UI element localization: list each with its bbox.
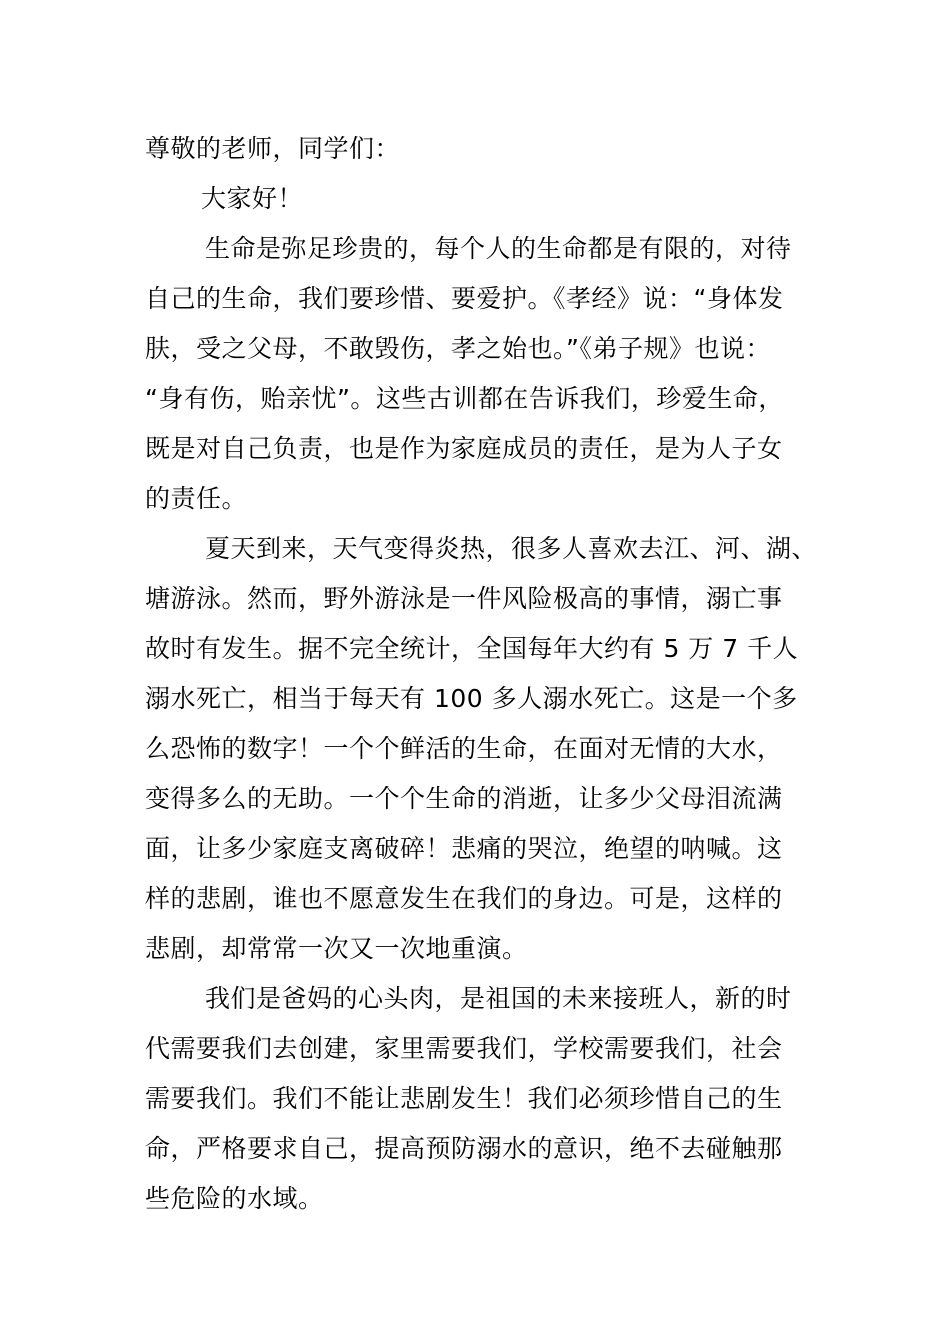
paragraph-1-line-1: 生命是弥足珍贵的，每个人的生命都是有限的，对待 [205,234,792,263]
paragraph-3-line-1: 我们是爸妈的心头肉，是祖国的未来接班人，新的时 [205,984,792,1013]
paragraph-1-line-5: 既是对自己负责，也是作为家庭成员的责任，是为人子女 [145,434,783,463]
paragraph-2-line-9: 悲剧，却常常一次又一次地重演。 [145,934,528,963]
paragraph-3-line-4: 命，严格要求自己，提高预防溺水的意识，绝不去碰触那 [145,1134,783,1163]
paragraph-2-line-5: 么恐怖的数字！一个个鲜活的生命，在面对无情的大水， [145,734,783,763]
paragraph-1-line-6: 的责任。 [145,484,248,513]
paragraph-2-line-3: 故时有发生。据不完全统计，全国每年大约有 5 万 7 千人 [145,634,799,663]
paragraph-2-line-2: 塘游泳。然而，野外游泳是一件风险极高的事情，溺亡事 [145,584,783,613]
paragraph-1-line-3: 肤，受之父母，不敢毁伤，孝之始也。”《弟子规》也说： [145,334,771,363]
paragraph-3-line-3: 需要我们。我们不能让悲剧发生！我们必须珍惜自己的生 [145,1084,783,1113]
paragraph-3-line-5: 些危险的水域。 [145,1184,324,1213]
paragraph-1-line-2: 自己的生命，我们要珍惜、要爱护。《孝经》说：“身体发 [145,284,784,313]
paragraph-1-line-4: “身有伤，贻亲忧”。这些古训都在告诉我们，珍爱生命， [145,384,784,413]
salutation: 尊敬的老师，同学们： [145,134,401,163]
greeting: 大家好！ [201,184,304,213]
paragraph-2-line-4: 溺水死亡，相当于每天有 100 多人溺水死亡。这是一个多 [145,684,798,713]
paragraph-3-line-2: 代需要我们去创建，家里需要我们，学校需要我们，社会 [145,1034,783,1063]
paragraph-2-line-8: 样的悲剧，谁也不愿意发生在我们的身边。可是，这样的 [145,884,783,913]
paragraph-2-line-6: 变得多么的无助。一个个生命的消逝，让多少父母泪流满 [145,784,783,813]
paragraph-2-line-7: 面，让多少家庭支离破碎！悲痛的哭泣，绝望的呐喊。这 [145,834,783,863]
paragraph-2-line-1: 夏天到来，天气变得炎热，很多人喜欢去江、河、湖、 [205,534,818,563]
